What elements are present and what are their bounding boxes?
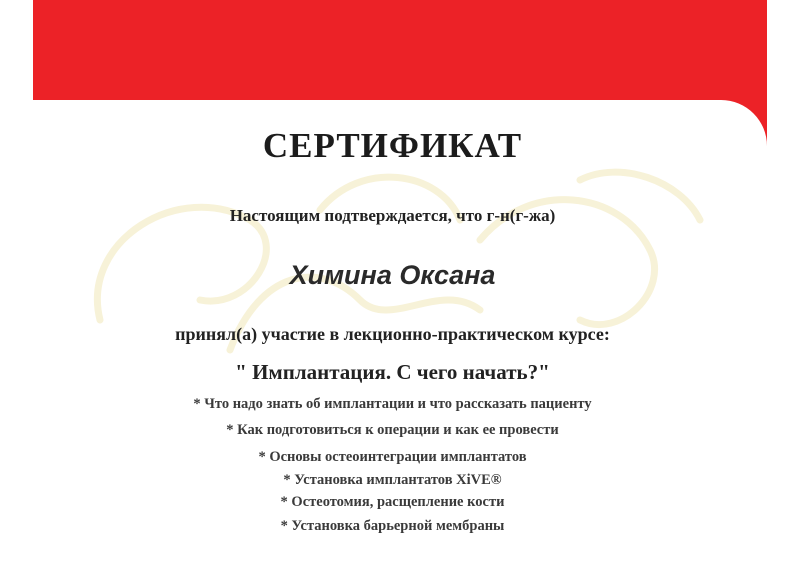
topic-item: * Основы остеоинтеграции имплантатов — [258, 449, 527, 465]
topic-item: * Установка имплантатов XiVE® — [283, 472, 502, 488]
recipient-name: Химина Оксана — [289, 260, 496, 290]
topic-item: * Остеотомия, расщепление кости — [280, 494, 505, 510]
confirmation-text: Настоящим подтверждается, что г-н(г-жа) — [229, 206, 556, 225]
participation-text: принял(а) участие в лекционно-практическом курсе: — [175, 324, 610, 344]
topic-list — [0, 394, 785, 540]
course-title: " Имплантация. С чего начать?" — [235, 360, 550, 384]
certificate-title: СЕРТИФИКАТ — [262, 126, 523, 165]
topic-item: * Что надо знать об имплантации и что рассказать пациенту — [193, 396, 592, 412]
topic-item: * Установка барьерной мембраны — [280, 518, 505, 534]
topic-item: * Как подготовиться к операции и как ее провести — [226, 422, 559, 438]
